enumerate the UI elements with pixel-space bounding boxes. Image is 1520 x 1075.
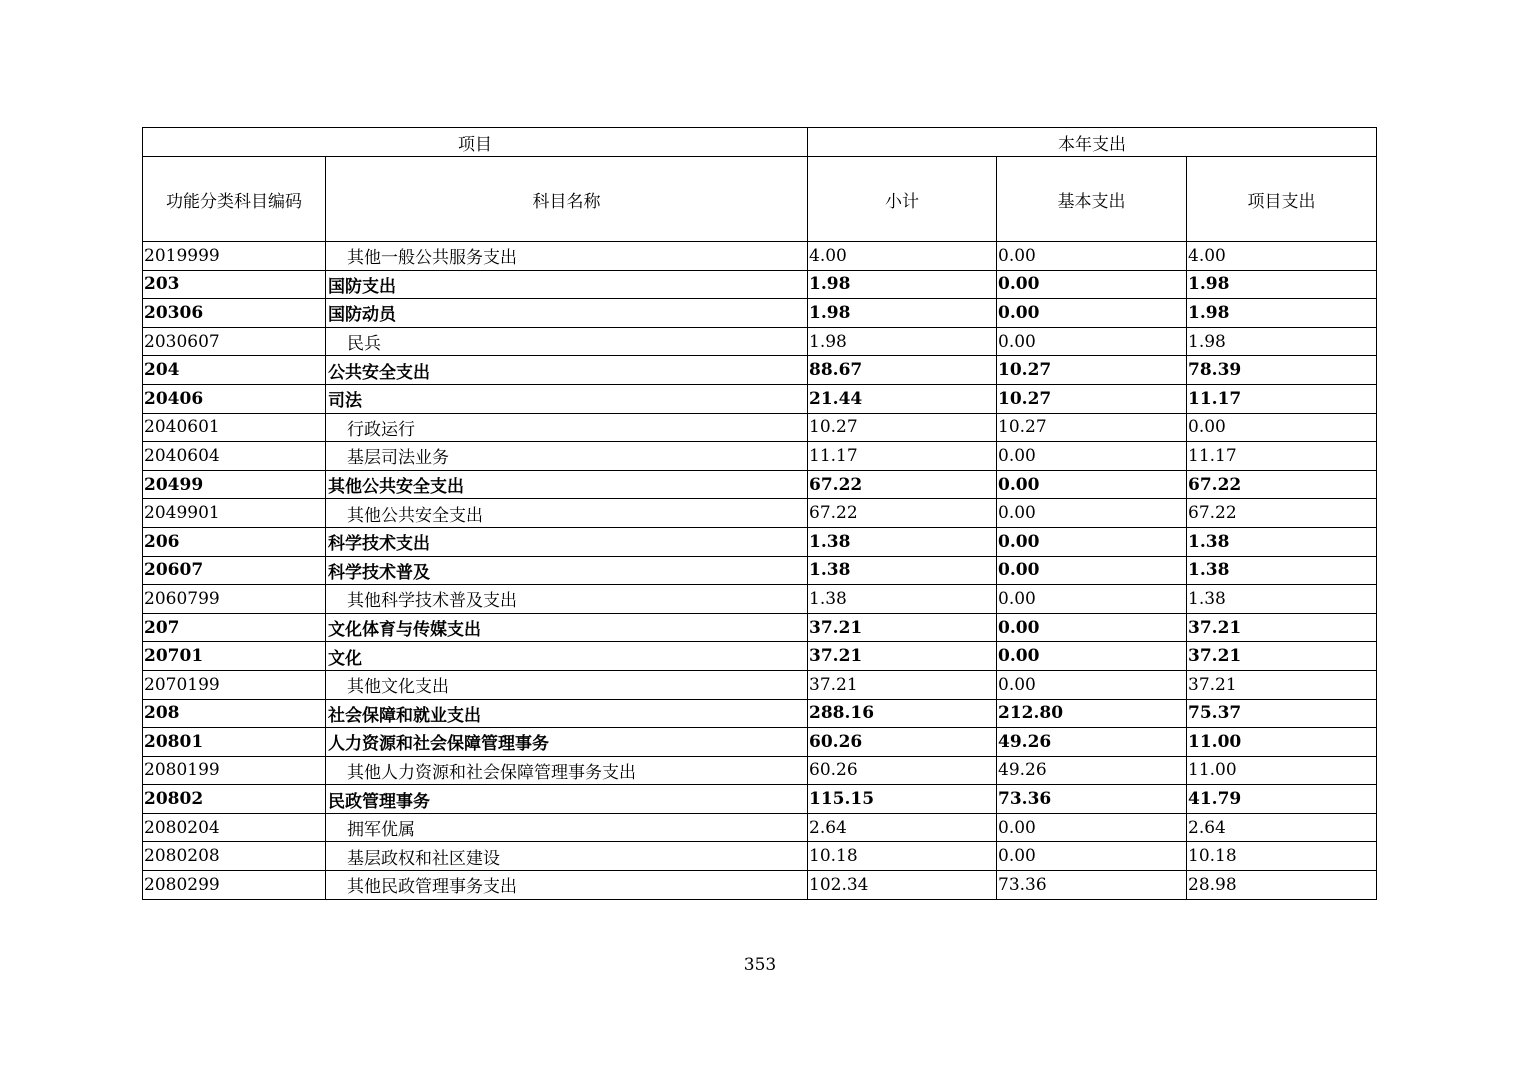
cell-project: 1.38 bbox=[1187, 556, 1377, 585]
table-row bbox=[143, 871, 1377, 900]
cell-project: 75.37 bbox=[1187, 699, 1377, 728]
cell-code: 20701 bbox=[143, 642, 326, 671]
cell-code: 20406 bbox=[143, 384, 326, 413]
cell-subtotal: 1.38 bbox=[808, 556, 997, 585]
cell-code: 2040601 bbox=[143, 413, 326, 442]
cell-project: 28.98 bbox=[1187, 871, 1377, 900]
cell-name: 人力资源和社会保障管理事务 bbox=[326, 728, 808, 757]
header-item-group: 项目 bbox=[143, 128, 808, 157]
cell-name: 社会保障和就业支出 bbox=[326, 699, 808, 728]
cell-basic: 0.00 bbox=[997, 299, 1187, 328]
cell-subtotal: 4.00 bbox=[808, 242, 997, 271]
table-row bbox=[143, 813, 1377, 842]
cell-name: 文化 bbox=[326, 642, 808, 671]
table-row bbox=[143, 613, 1377, 642]
cell-basic: 0.00 bbox=[997, 556, 1187, 585]
cell-name: 科学技术普及 bbox=[326, 556, 808, 585]
expenditure-table bbox=[142, 127, 1377, 900]
header-expense-group: 本年支出 bbox=[808, 128, 1377, 157]
cell-code: 206 bbox=[143, 527, 326, 556]
cell-project: 37.21 bbox=[1187, 642, 1377, 671]
cell-name: 其他科学技术普及支出 bbox=[326, 585, 808, 614]
cell-project: 1.98 bbox=[1187, 270, 1377, 299]
cell-name: 文化体育与传媒支出 bbox=[326, 613, 808, 642]
cell-subtotal: 60.26 bbox=[808, 728, 997, 757]
cell-basic: 0.00 bbox=[997, 842, 1187, 871]
cell-project: 37.21 bbox=[1187, 670, 1377, 699]
cell-subtotal: 88.67 bbox=[808, 356, 997, 385]
cell-name: 其他一般公共服务支出 bbox=[326, 242, 808, 271]
cell-basic: 212.80 bbox=[997, 699, 1187, 728]
cell-project: 41.79 bbox=[1187, 785, 1377, 814]
cell-code: 2080208 bbox=[143, 842, 326, 871]
cell-code: 2030607 bbox=[143, 327, 326, 356]
cell-code: 20499 bbox=[143, 470, 326, 499]
cell-basic: 73.36 bbox=[997, 785, 1187, 814]
cell-code: 207 bbox=[143, 613, 326, 642]
table-row bbox=[143, 585, 1377, 614]
table-row bbox=[143, 242, 1377, 271]
table-row bbox=[143, 442, 1377, 471]
cell-code: 208 bbox=[143, 699, 326, 728]
cell-basic: 0.00 bbox=[997, 470, 1187, 499]
table-row bbox=[143, 327, 1377, 356]
cell-code: 2080204 bbox=[143, 813, 326, 842]
cell-name: 其他民政管理事务支出 bbox=[326, 871, 808, 900]
table-row bbox=[143, 699, 1377, 728]
header-basic: 基本支出 bbox=[997, 157, 1187, 242]
cell-basic: 0.00 bbox=[997, 613, 1187, 642]
cell-basic: 0.00 bbox=[997, 242, 1187, 271]
table-row bbox=[143, 499, 1377, 528]
cell-name: 行政运行 bbox=[326, 413, 808, 442]
table-row bbox=[143, 556, 1377, 585]
cell-name: 拥军优属 bbox=[326, 813, 808, 842]
cell-subtotal: 1.98 bbox=[808, 270, 997, 299]
cell-subtotal: 37.21 bbox=[808, 613, 997, 642]
cell-project: 67.22 bbox=[1187, 499, 1377, 528]
table-row bbox=[143, 356, 1377, 385]
cell-code: 2040604 bbox=[143, 442, 326, 471]
cell-subtotal: 1.98 bbox=[808, 327, 997, 356]
table-row bbox=[143, 842, 1377, 871]
cell-subtotal: 288.16 bbox=[808, 699, 997, 728]
header-project: 项目支出 bbox=[1187, 157, 1377, 242]
cell-name: 基层司法业务 bbox=[326, 442, 808, 471]
cell-subtotal: 1.38 bbox=[808, 585, 997, 614]
cell-subtotal: 102.34 bbox=[808, 871, 997, 900]
cell-code: 2019999 bbox=[143, 242, 326, 271]
cell-basic: 73.36 bbox=[997, 871, 1187, 900]
cell-project: 1.38 bbox=[1187, 527, 1377, 556]
table-row bbox=[143, 670, 1377, 699]
cell-code: 2060799 bbox=[143, 585, 326, 614]
cell-name: 民政管理事务 bbox=[326, 785, 808, 814]
table-row bbox=[143, 270, 1377, 299]
cell-project: 1.98 bbox=[1187, 327, 1377, 356]
header-code: 功能分类科目编码 bbox=[143, 157, 326, 242]
cell-project: 1.98 bbox=[1187, 299, 1377, 328]
cell-project: 67.22 bbox=[1187, 470, 1377, 499]
cell-subtotal: 1.38 bbox=[808, 527, 997, 556]
cell-subtotal: 67.22 bbox=[808, 499, 997, 528]
cell-project: 11.00 bbox=[1187, 728, 1377, 757]
cell-subtotal: 37.21 bbox=[808, 670, 997, 699]
table-row bbox=[143, 785, 1377, 814]
header-name: 科目名称 bbox=[326, 157, 808, 242]
table-row bbox=[143, 642, 1377, 671]
cell-basic: 49.26 bbox=[997, 728, 1187, 757]
cell-code: 204 bbox=[143, 356, 326, 385]
table-row bbox=[143, 527, 1377, 556]
cell-project: 10.18 bbox=[1187, 842, 1377, 871]
table-row bbox=[143, 728, 1377, 757]
cell-code: 20306 bbox=[143, 299, 326, 328]
cell-subtotal: 67.22 bbox=[808, 470, 997, 499]
cell-name: 科学技术支出 bbox=[326, 527, 808, 556]
expenditure-table-container bbox=[142, 127, 1376, 900]
cell-project: 1.38 bbox=[1187, 585, 1377, 614]
cell-basic: 0.00 bbox=[997, 327, 1187, 356]
cell-code: 20802 bbox=[143, 785, 326, 814]
table-column-header-row bbox=[143, 157, 1377, 242]
table-row bbox=[143, 470, 1377, 499]
cell-project: 0.00 bbox=[1187, 413, 1377, 442]
cell-name: 其他公共安全支出 bbox=[326, 470, 808, 499]
cell-project: 11.17 bbox=[1187, 442, 1377, 471]
cell-basic: 0.00 bbox=[997, 270, 1187, 299]
table-row bbox=[143, 413, 1377, 442]
page-number: 353 bbox=[743, 955, 777, 975]
cell-name: 国防动员 bbox=[326, 299, 808, 328]
header-subtotal: 小计 bbox=[808, 157, 997, 242]
cell-basic: 0.00 bbox=[997, 670, 1187, 699]
cell-name: 其他人力资源和社会保障管理事务支出 bbox=[326, 756, 808, 785]
cell-basic: 10.27 bbox=[997, 413, 1187, 442]
cell-basic: 0.00 bbox=[997, 813, 1187, 842]
cell-subtotal: 60.26 bbox=[808, 756, 997, 785]
table-row bbox=[143, 384, 1377, 413]
cell-name: 司法 bbox=[326, 384, 808, 413]
cell-project: 4.00 bbox=[1187, 242, 1377, 271]
cell-basic: 10.27 bbox=[997, 356, 1187, 385]
cell-code: 20607 bbox=[143, 556, 326, 585]
cell-project: 37.21 bbox=[1187, 613, 1377, 642]
cell-name: 公共安全支出 bbox=[326, 356, 808, 385]
table-row bbox=[143, 756, 1377, 785]
cell-subtotal: 1.98 bbox=[808, 299, 997, 328]
cell-subtotal: 115.15 bbox=[808, 785, 997, 814]
cell-subtotal: 10.27 bbox=[808, 413, 997, 442]
cell-basic: 49.26 bbox=[997, 756, 1187, 785]
cell-name: 其他文化支出 bbox=[326, 670, 808, 699]
cell-project: 11.17 bbox=[1187, 384, 1377, 413]
cell-basic: 10.27 bbox=[997, 384, 1187, 413]
cell-project: 2.64 bbox=[1187, 813, 1377, 842]
cell-code: 203 bbox=[143, 270, 326, 299]
cell-name: 其他公共安全支出 bbox=[326, 499, 808, 528]
cell-subtotal: 21.44 bbox=[808, 384, 997, 413]
cell-name: 基层政权和社区建设 bbox=[326, 842, 808, 871]
cell-name: 民兵 bbox=[326, 327, 808, 356]
cell-code: 20801 bbox=[143, 728, 326, 757]
table-row bbox=[143, 299, 1377, 328]
cell-basic: 0.00 bbox=[997, 442, 1187, 471]
cell-code: 2080299 bbox=[143, 871, 326, 900]
cell-basic: 0.00 bbox=[997, 642, 1187, 671]
cell-project: 11.00 bbox=[1187, 756, 1377, 785]
table-body bbox=[143, 242, 1377, 900]
cell-name: 国防支出 bbox=[326, 270, 808, 299]
cell-subtotal: 37.21 bbox=[808, 642, 997, 671]
cell-basic: 0.00 bbox=[997, 585, 1187, 614]
table-group-header-row bbox=[143, 128, 1377, 157]
cell-code: 2049901 bbox=[143, 499, 326, 528]
cell-code: 2070199 bbox=[143, 670, 326, 699]
cell-subtotal: 11.17 bbox=[808, 442, 997, 471]
cell-subtotal: 10.18 bbox=[808, 842, 997, 871]
cell-subtotal: 2.64 bbox=[808, 813, 997, 842]
cell-basic: 0.00 bbox=[997, 499, 1187, 528]
cell-code: 2080199 bbox=[143, 756, 326, 785]
cell-basic: 0.00 bbox=[997, 527, 1187, 556]
cell-project: 78.39 bbox=[1187, 356, 1377, 385]
